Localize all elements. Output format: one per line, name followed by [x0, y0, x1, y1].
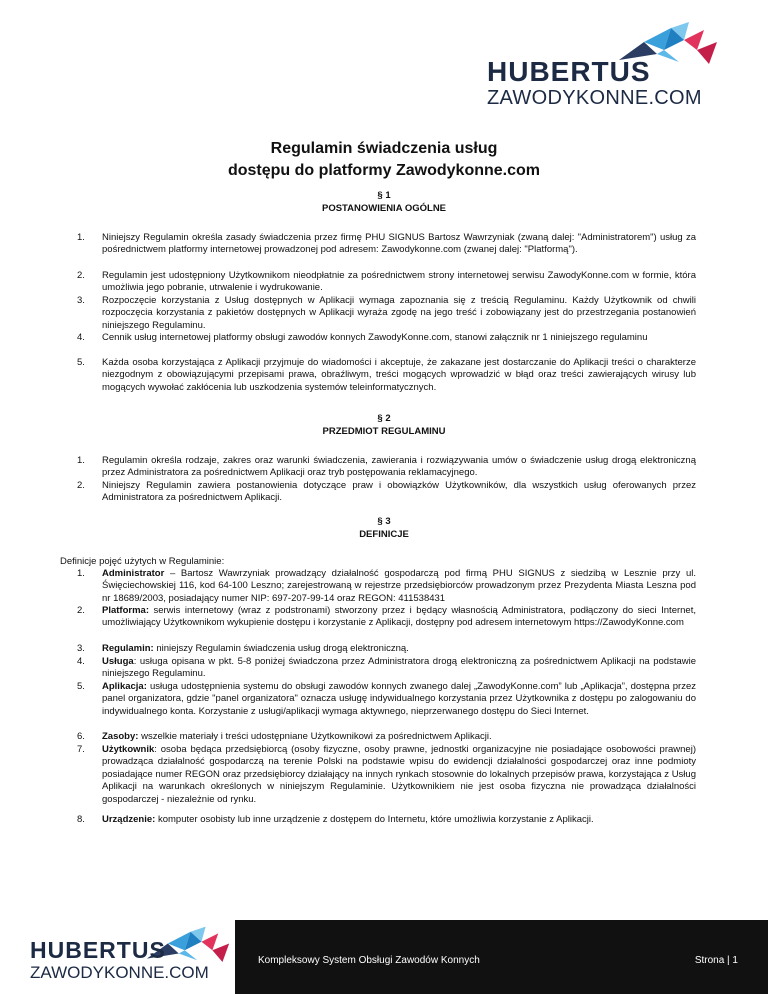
logo-domain: ZAWODYKONNE.COM [30, 963, 209, 982]
section-2-number: § 2 [377, 413, 391, 424]
logo-brand: HUBERTUS [487, 56, 651, 87]
definition-item [102, 605, 696, 630]
document-title [0, 138, 768, 182]
definition-text: usługa udostępnienia systemu do obsługi zawodów konnych zwanego dalej „ZawodyKonne.com” lub „Aplikacja”, dostępna przez panel organizatora, gdzie "panel organizatora" oznacza usługę indywidualnego korzystania przez Użytkownika z dostępu po zalogowaniu do indywidualnego konta. Korzystanie z usługi/aplikacji wymaga aktywnego, nieprzerwanego dostępu do Sieci Internet. [102, 681, 696, 717]
logo-domain: ZAWODYKONNE.COM [487, 87, 702, 109]
title-line-2: dostępu do platformy Zawodykonne.com [227, 162, 541, 179]
definition-term: Usługa [102, 656, 134, 667]
definitions-intro: Definicje pojęć użytych w Regulaminie: [60, 556, 225, 567]
definition-term: Platforma: [102, 605, 149, 616]
definition-item [102, 568, 696, 605]
definition-item [102, 814, 696, 826]
definition-text: : usługa opisana w pkt. 5-8 poniżej świadczona przez Administratora drogą elektroniczną za pośrednictwem Aplikacji na podstawie niniejszego Regulaminu. [102, 656, 696, 680]
logo-brand: HUBERTUS [30, 937, 166, 963]
section-3-heading [0, 515, 768, 541]
section-1-item: Cennik usług internetowej platformy obsługi zawodów konnych ZawodyKonne.com, stanowi załącznik nr 1 niniejszego regulaminu [102, 332, 648, 343]
definition-item [102, 731, 696, 743]
definition-item [102, 744, 696, 806]
definition-term: Zasoby: [102, 731, 139, 742]
definition-term: Administrator [102, 568, 165, 579]
section-3-title: DEFINICJE [359, 529, 409, 540]
page-number: Strona | 1 [694, 955, 738, 966]
section-1-heading [0, 189, 768, 215]
definition-text: niniejszy Regulamin świadczenia usług drogą elektroniczną. [153, 643, 409, 654]
section-3-number: § 3 [377, 516, 391, 527]
definition-item [102, 656, 696, 681]
definition-term: Użytkownik [102, 744, 155, 755]
section-2-heading [0, 412, 768, 438]
definition-text: serwis internetowy (wraz z podstronami) stworzony przez i będący własnością Administratora, podłączony do sieci Internet, umożliwiający Użytkownikom wykupienie dostępu i korzystanie z Aplikacji, dostępny pod adresem internetowym https://ZawodyKonne.com [102, 605, 696, 629]
definition-item [102, 643, 696, 655]
section-2-item: Niniejszy Regulamin zawiera postanowienia dotyczące praw i obowiązków Użytkowników, dla wszystkich usług oferowanych przez Administratora za pośrednictwem Aplikacji. [102, 480, 696, 504]
logo-top [483, 20, 721, 116]
definition-item [102, 681, 696, 718]
section-2-title: PRZEDMIOT REGULAMINU [322, 426, 446, 437]
section-2-item: Regulamin określa rodzaje, zakres oraz warunki świadczenia, zawierania i rozwiązywania umów o świadczenie usług drogą elektroniczną przez Administratora za pośrednictwem Aplikacji oraz tryb postępowania reklamacyjnego. [102, 455, 696, 479]
definition-text: : osoba będąca przedsiębiorcą (osoby fizyczne, osoby prawne, jednostki organizacyjne nie posiadające osobowości prawnej) prowadząca działalność gospodarczą na terenie Polski na podstawie wpisu do ewidencji działalności gospodarczej oraz inne podmioty posiadające numer REGON oraz przedsiębiorcy działający na innych rynkach stosownie do lokalnych przepisów prawa, korzystająca z Usług Aplikacji na warunkach określonych w niniejszym Regulaminie. Użytkownikiem nie jest osoba fizyczna nie prowadząca działalności gospodarczej - niezależnie od rynku. [102, 744, 696, 805]
section-1-item: Regulamin jest udostępniony Użytkownikom nieodpłatnie za pośrednictwem strony internetowej serwisu ZawodyKonne.com w formie, która umożliwia jego pobranie, utrwalenie i wydrukowanie. [102, 270, 696, 294]
section-1-number: § 1 [377, 190, 391, 201]
logo-bottom [30, 925, 235, 993]
footer-text: Kompleksowy System Obsługi Zawodów Konnych [258, 955, 480, 966]
definition-term: Urządzenie: [102, 814, 156, 825]
title-line-1: Regulamin świadczenia usług [270, 140, 498, 157]
section-1-item: Każda osoba korzystająca z Aplikacji przyjmuje do wiadomości i akceptuje, że zakazane jest dostarczanie do Aplikacji treści o charakterze niezgodnym z obowiązującymi przepisami prawa, obraźliwym, treści mogących wprowadzić w błąd oraz treści zawierających wirusy lub mogących wywołać zakłócenia lub uszkodzenia systemów teleinformatycznych. [102, 357, 696, 393]
definition-text: – Bartosz Wawrzyniak prowadzący działalność gospodarczą pod firmą PHU SIGNUS z siedzibą w Lesznie przy ul. Święciechowskiej 116, kod 64-100 Leszno; zarejestrowaną w rejestrze przedsiębiorców prowadzonym przez Prezydenta Miasta Leszna pod nr 18689/2003, posiadający numer NIP: 697-207-99-14 oraz REGON: 411538431 [102, 568, 696, 604]
definition-text: wszelkie materiały i treści udostępniane Użytkownikowi za pośrednictwem Aplikacji. [138, 731, 492, 742]
definition-term: Regulamin: [102, 643, 154, 654]
section-1-item: Rozpoczęcie korzystania z Usług dostępnych w Aplikacji wymaga zapoznania się z treścią Regulaminu. Każdy Użytkownik od chwili rozpoczęcia korzystania z pakietów dostępnych w Aplikacji wyraża zgodę na jego treść i zobowiązany jest do przestrzegania postanowień niniejszego Regulaminu. [102, 295, 696, 331]
section-1-title: POSTANOWIENIA OGÓLNE [321, 203, 447, 214]
definition-term: Aplikacja: [102, 681, 147, 692]
section-1-item: Niniejszy Regulamin określa zasady świadczenia przez firmę PHU SIGNUS Bartosz Wawrzyniak (zwaną dalej: "Administratorem") usług za pośrednictwem platformy internetowej prowadzonej pod adresem: Zawodykonne.com (zwanej dalej: "Platformą"). [102, 232, 696, 256]
definition-text: komputer osobisty lub inne urządzenie z dostępem do Internetu, które umożliwia korzystanie z Aplikacji. [155, 814, 594, 825]
